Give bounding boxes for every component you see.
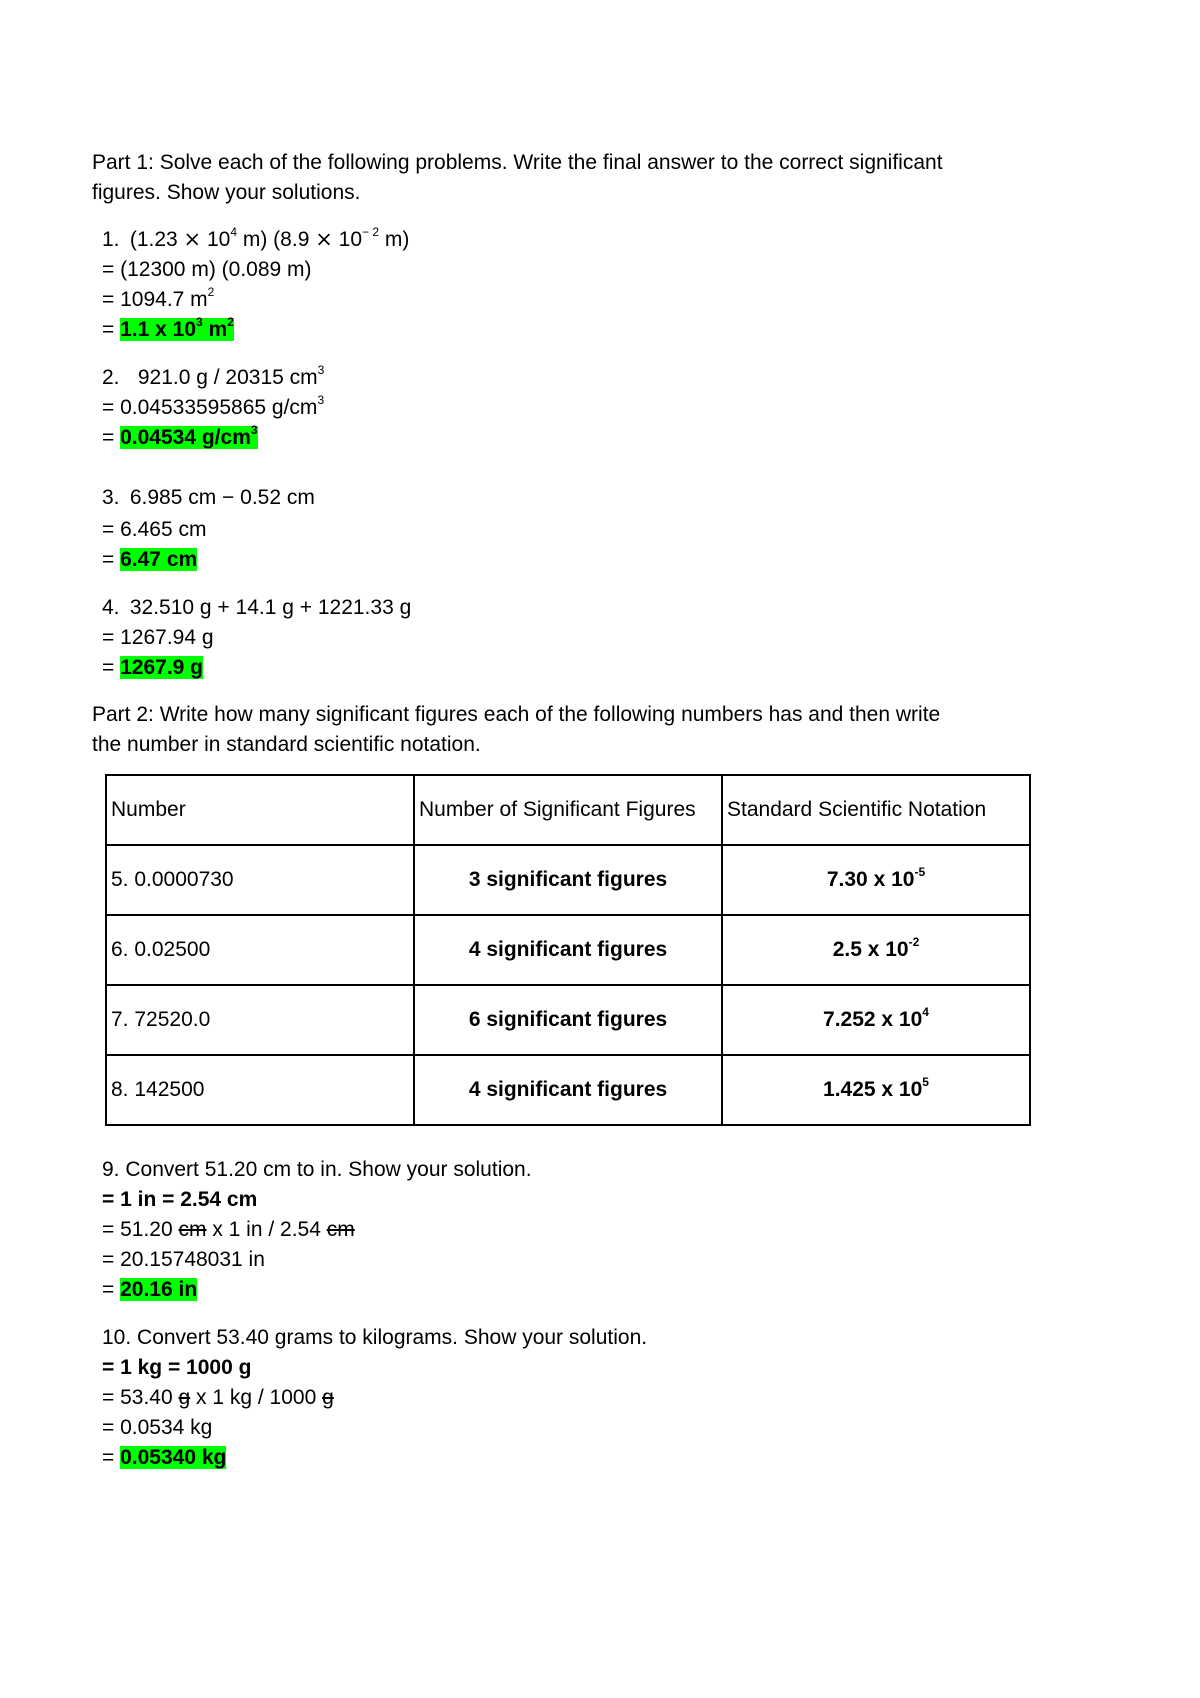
step-text: = 1094.7 m bbox=[102, 288, 208, 311]
cell-sig-figs: 4 significant figures bbox=[414, 1055, 722, 1125]
problem-1-question bbox=[102, 226, 409, 254]
problem-2-answer bbox=[102, 424, 258, 452]
problem-4-answer bbox=[102, 654, 203, 682]
problem-number: 4. bbox=[102, 596, 120, 619]
problem-4-question bbox=[102, 594, 411, 622]
answer-exponent: 3 bbox=[250, 423, 258, 437]
problem-10-step1: = 1 kg = 1000 g bbox=[102, 1356, 252, 1379]
part1-heading-line1: Part 1: Solve each of the following problems. Write the final answer to the correct significant bbox=[92, 151, 943, 174]
step-text: x 1 kg / 1000 bbox=[190, 1386, 323, 1409]
q-exponent: − 2 bbox=[362, 225, 380, 239]
header-sci-notation: Standard Scientific Notation bbox=[722, 775, 1030, 845]
cell-sci-notation bbox=[722, 915, 1030, 985]
q-text: m) (8.9 ⨯ 10 bbox=[237, 228, 362, 251]
step-text: = 0.04533595865 g/cm bbox=[102, 396, 318, 419]
table-row bbox=[106, 985, 1030, 1055]
q-text: m) bbox=[379, 228, 410, 251]
problem-2-question bbox=[102, 364, 324, 392]
cell-sci-notation bbox=[722, 1055, 1030, 1125]
highlighted-answer: 6.47 cm bbox=[120, 548, 198, 571]
cancelled-unit: cm bbox=[326, 1218, 355, 1241]
table-header-row bbox=[106, 775, 1030, 845]
highlighted-answer bbox=[120, 315, 234, 341]
cell-sig-figs: 4 significant figures bbox=[414, 915, 722, 985]
sci-mantissa: 7.30 x 10 bbox=[826, 868, 915, 891]
problem-9-step3: = 20.15748031 in bbox=[102, 1248, 265, 1271]
problem-9-step1: = 1 in = 2.54 cm bbox=[102, 1188, 258, 1211]
part1-heading-line2: figures. Show your solutions. bbox=[92, 181, 361, 204]
problem-number: 3. bbox=[102, 486, 120, 509]
sci-exponent: 4 bbox=[922, 1005, 929, 1019]
cell-number: 5. 0.0000730 bbox=[106, 845, 414, 915]
problem-9-step2 bbox=[102, 1216, 355, 1244]
problem-10-step2 bbox=[102, 1384, 334, 1412]
cell-sci-notation bbox=[722, 985, 1030, 1055]
problem-1-step2 bbox=[102, 286, 214, 314]
answer-text: 0.04534 g/cm bbox=[120, 426, 251, 449]
header-sig-figs: Number of Significant Figures bbox=[414, 775, 722, 845]
answer-prefix: = bbox=[102, 656, 121, 679]
problem-1-answer bbox=[102, 316, 234, 344]
step-text: = 53.40 bbox=[102, 1386, 179, 1409]
highlighted-answer: 20.16 in bbox=[120, 1278, 198, 1301]
answer-text: 1.1 x 10 bbox=[120, 318, 197, 341]
answer-prefix: = bbox=[102, 1278, 121, 1301]
q-text: 921.0 g / 20315 cm bbox=[137, 366, 318, 389]
problem-10-question: 10. Convert 53.40 grams to kilograms. Show your solution. bbox=[102, 1326, 648, 1349]
sci-mantissa: 7.252 x 10 bbox=[823, 1008, 923, 1031]
cancelled-unit: g bbox=[178, 1386, 191, 1409]
significant-figures-table bbox=[105, 774, 1031, 1126]
part2-heading-line1: Part 2: Write how many significant figures each of the following numbers has and then write bbox=[92, 703, 941, 726]
q-exponent: 4 bbox=[230, 225, 238, 239]
part2-heading-line2: the number in standard scientific notation. bbox=[92, 733, 481, 756]
table-row bbox=[106, 915, 1030, 985]
table-row bbox=[106, 845, 1030, 915]
sci-exponent: -2 bbox=[908, 935, 920, 949]
answer-prefix: = bbox=[102, 426, 121, 449]
problem-3-answer bbox=[102, 546, 197, 574]
answer-prefix: = bbox=[102, 318, 121, 341]
sci-mantissa: 2.5 x 10 bbox=[832, 938, 909, 961]
problem-2-step1 bbox=[102, 394, 324, 422]
problem-10-answer bbox=[102, 1444, 226, 1472]
cancelled-unit: cm bbox=[178, 1218, 207, 1241]
problem-3-step1: = 6.465 cm bbox=[102, 518, 207, 541]
q-text: (1.23 ⨯ 10 bbox=[129, 228, 231, 251]
step-exponent: 3 bbox=[317, 393, 325, 407]
cell-number: 7. 72520.0 bbox=[106, 985, 414, 1055]
answer-prefix: = bbox=[102, 1446, 121, 1469]
highlighted-answer: 1267.9 g bbox=[120, 656, 204, 679]
answer-unit: m bbox=[202, 318, 228, 341]
step-text: x 1 in / 2.54 bbox=[206, 1218, 327, 1241]
cell-number: 8. 142500 bbox=[106, 1055, 414, 1125]
cell-number: 6. 0.02500 bbox=[106, 915, 414, 985]
q-exponent: 3 bbox=[317, 363, 325, 377]
cell-sci-notation bbox=[722, 845, 1030, 915]
answer-prefix: = bbox=[102, 548, 121, 571]
step-exponent: 2 bbox=[207, 285, 215, 299]
sci-mantissa: 1.425 x 10 bbox=[823, 1078, 923, 1101]
header-number: Number bbox=[106, 775, 414, 845]
problem-1-step1: = (12300 m) (0.089 m) bbox=[102, 258, 312, 281]
table-row bbox=[106, 1055, 1030, 1125]
part2-heading bbox=[92, 700, 1032, 760]
cell-sig-figs: 3 significant figures bbox=[414, 845, 722, 915]
problem-number: 2. bbox=[102, 366, 120, 389]
highlighted-answer: 0.05340 kg bbox=[120, 1446, 227, 1469]
q-text: 32.510 g + 14.1 g + 1221.33 g bbox=[129, 596, 412, 619]
step-text: = 51.20 bbox=[102, 1218, 179, 1241]
sci-exponent: -5 bbox=[914, 865, 926, 879]
highlighted-answer bbox=[120, 423, 258, 449]
problem-10-step3: = 0.0534 kg bbox=[102, 1416, 213, 1439]
cell-sig-figs: 6 significant figures bbox=[414, 985, 722, 1055]
problem-number: 1. bbox=[102, 228, 120, 251]
problem-4-step1: = 1267.94 g bbox=[102, 626, 214, 649]
answer-unit-exponent: 2 bbox=[227, 315, 234, 329]
cancelled-unit: g bbox=[322, 1386, 334, 1409]
part1-heading bbox=[92, 148, 1032, 208]
answer-exponent: 3 bbox=[196, 315, 203, 329]
problem-9-question: 9. Convert 51.20 cm to in. Show your solution. bbox=[102, 1158, 532, 1181]
sci-exponent: 5 bbox=[922, 1075, 929, 1089]
problem-3-question bbox=[102, 484, 315, 512]
q-text: 6.985 cm − 0.52 cm bbox=[129, 486, 315, 509]
problem-9-answer bbox=[102, 1276, 197, 1304]
